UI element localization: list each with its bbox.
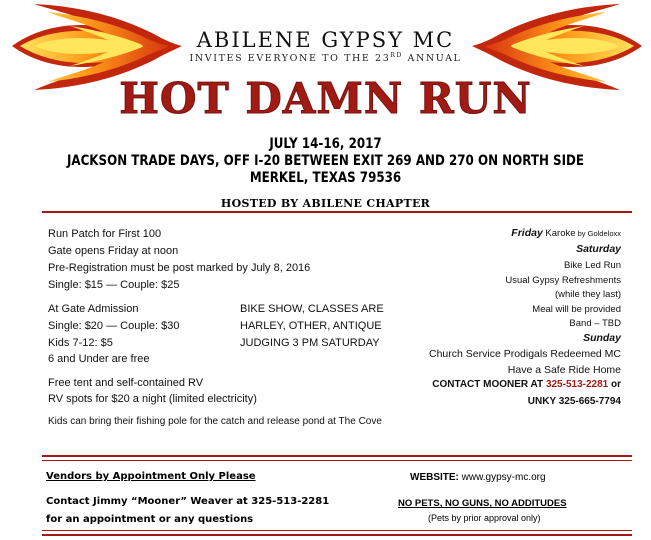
- safe-ride-home: Have a Safe Ride Home: [507, 364, 621, 376]
- invite-ordinal-suffix: RD: [390, 52, 403, 59]
- website-url[interactable]: www.gypsy-mc.org: [458, 472, 546, 483]
- contact-unky: UNKY 325-665-7794: [527, 396, 621, 407]
- invite-line: [0, 52, 651, 64]
- vendors-note: Vendors by Appointment Only Please: [46, 471, 256, 482]
- judging-text: JUDGING 3 PM SATURDAY: [240, 337, 380, 349]
- website-line: [410, 472, 546, 483]
- invite-suffix: ANNUAL: [402, 53, 462, 65]
- at-gate-prices: Single: $20 — Couple: $30: [48, 320, 180, 332]
- sunday-label: Sunday: [583, 332, 621, 344]
- friday-line: [511, 227, 621, 239]
- bike-show-text: BIKE SHOW, CLASSES ARE: [240, 303, 384, 315]
- org-name: ABILENE GYPSY MC: [196, 28, 455, 52]
- while-they-last: (while they last): [555, 289, 621, 300]
- preregistration-text: Pre-Registration must be post marked by July 8, 2016: [48, 262, 311, 274]
- contact-or: or: [608, 379, 621, 390]
- saturday-label: Saturday: [576, 243, 621, 255]
- mooner-phone: 325-513-2281: [545, 379, 609, 390]
- rv-spots-text: RV spots for $20 a night (limited electricity): [48, 393, 257, 405]
- appointment-note: for an appointment or any questions: [46, 514, 254, 525]
- church-service: Church Service Prodigals Redeemed MC: [429, 348, 621, 360]
- gypsy-refreshments: Usual Gypsy Refreshments: [505, 275, 621, 286]
- event-city: MERKEL, TEXAS 79536: [249, 170, 402, 186]
- under-six-free: 6 and Under are free: [48, 353, 150, 365]
- at-gate-heading: At Gate Admission: [48, 303, 139, 315]
- divider-bottom-thin: [42, 530, 632, 531]
- event-date: JULY 14-16, 2017: [269, 136, 382, 152]
- run-patch-text: Run Patch for First 100: [48, 228, 162, 240]
- divider-top: [42, 211, 632, 213]
- divider-footer-top: [42, 455, 632, 457]
- event-title: HOT DAMN RUN: [119, 74, 532, 123]
- contact-mooner-prefix: CONTACT MOONER AT: [432, 379, 546, 390]
- meal-provided: Meal will be provided: [532, 304, 621, 315]
- event-location: JACKSON TRADE DAYS, OFF I-20 BETWEEN EXIT 269 AND 270 ON NORTH SIDE: [66, 153, 585, 169]
- pets-approval-note: (Pets by prior approval only): [428, 513, 541, 523]
- bike-led-run: Bike Led Run: [563, 260, 621, 271]
- friday-by: by Goldeloxx: [575, 229, 621, 238]
- contact-jimmy: Contact Jimmy “Mooner” Weaver at 325-513-2281: [46, 496, 330, 507]
- friday-event: Karoke: [542, 228, 576, 239]
- gate-opens-text: Gate opens Friday at noon: [48, 245, 179, 257]
- preregistration-prices: Single: $15 — Couple: $25: [48, 279, 180, 291]
- hosted-by: HOSTED BY ABILENE CHAPTER: [220, 197, 431, 210]
- website-label: WEBSITE:: [410, 472, 459, 483]
- divider-bottom: [42, 534, 632, 536]
- friday-label: Friday: [511, 227, 543, 239]
- divider-footer-top-thin: [42, 460, 632, 461]
- kids-fishing-text: Kids can bring their fishing pole for the catch and release pond at The Cove: [48, 416, 382, 427]
- no-pets-note: NO PETS, NO GUNS, NO ADDITUDES: [398, 498, 567, 509]
- free-tent-text: Free tent and self-contained RV: [48, 377, 204, 389]
- band-tbd: Band – TBD: [569, 318, 621, 329]
- contact-mooner-line: [432, 379, 621, 390]
- kids-price: Kids 7-12: $5: [48, 337, 113, 349]
- invite-prefix: INVITES EVERYONE TO THE 23: [189, 53, 391, 65]
- bike-classes-text: HARLEY, OTHER, ANTIQUE: [240, 320, 382, 332]
